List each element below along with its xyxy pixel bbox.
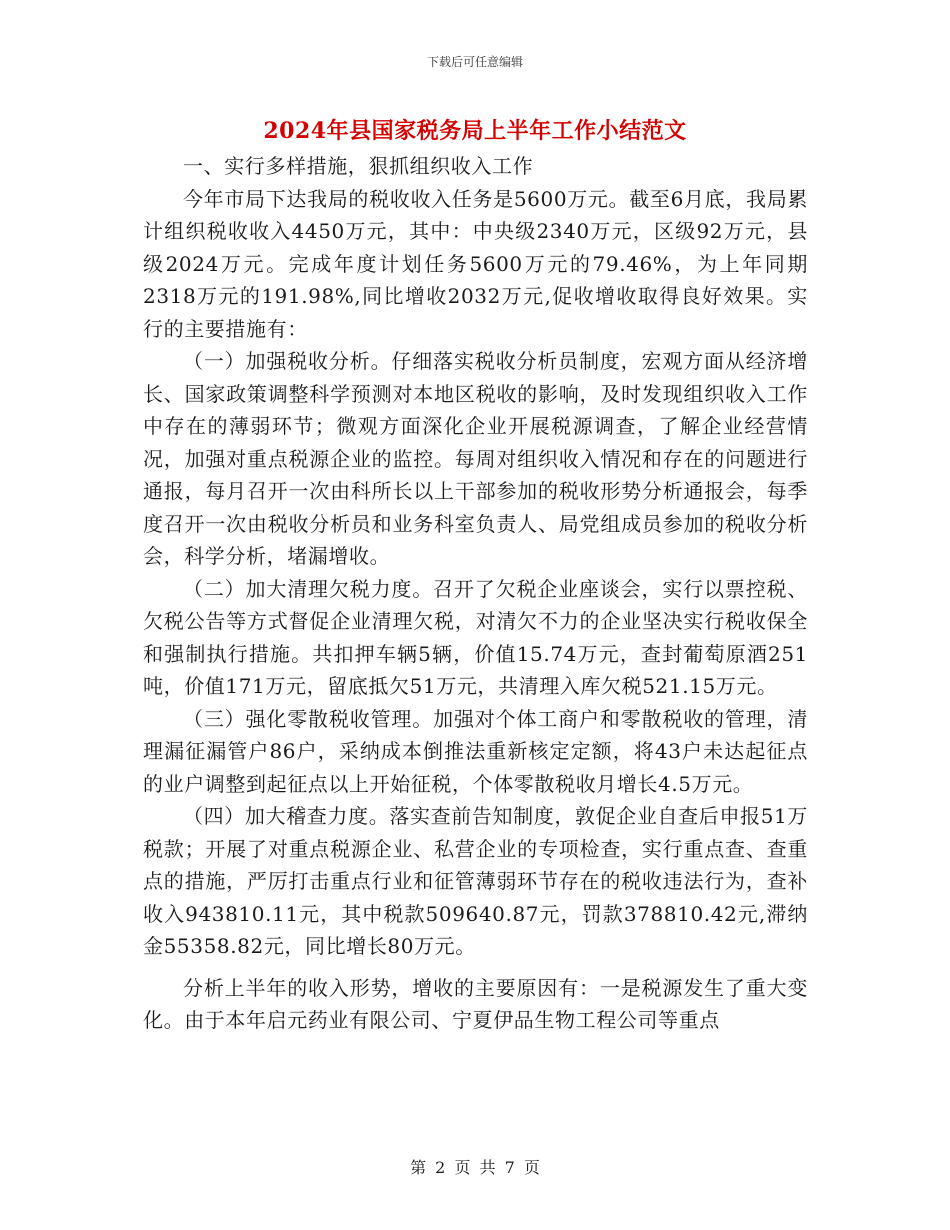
page-header-note: 下载后可任意编辑: [426, 55, 523, 69]
paragraph-analysis: 分析上半年的收入形势，增收的主要原因有：一是税源发生了重大变化。由于本年启元药业有限公司、宁夏伊品生物工程公司等重点: [143, 975, 808, 1032]
document-title: 2024年县国家税务局上半年工作小结范文: [263, 118, 687, 144]
section-heading: 一、实行多样措施，狠抓组织收入工作: [183, 154, 534, 178]
paragraph-revenue-summary: 今年市局下达我局的税收收入任务是5600万元。截至6月底，我局累计组织税收收入4450万元，其中：中央级2340万元，区级92万元，县级2024万元。完成年度计划任务5600万元的79.46%，为上年同期2318万元的191.98%,同比增收2032万元,促收增收取得良好效果。实行的主要措施有：: [143, 186, 808, 341]
page-number: 第 2 页 共 7 页: [410, 1158, 540, 1177]
paragraph-measure-2: （二）加大清理欠税力度。召开了欠税企业座谈会，实行以票控税、欠税公告等方式督促企业清理欠税，对清欠不力的企业坚决实行税收保全和强制执行措施。共扣押车辆5辆，价值15.74万元，查封葡萄原酒251吨，价值171万元，留底抵欠51万元，共清理入库欠税521.15万元。: [143, 576, 808, 698]
paragraph-measure-1: （一）加强税收分析。仔细落实税收分析员制度，宏观方面从经济增长、国家政策调整科学预测对本地区税收的影响，及时发现组织收入工作中存在的薄弱环节；微观方面深化企业开展税源调查，了解企业经营情况，加强对重点税源企业的监控。每周对组织收入情况和存在的问题进行通报，每月召开一次由科所长以上干部参加的税收形势分析通报会，每季度召开一次由税收分析员和业务科室负责人、局党组成员参加的税收分析会，科学分析，堵漏增收。: [143, 349, 808, 568]
paragraph-measure-3: （三）强化零散税收管理。加强对个体工商户和零散税收的管理，清理漏征漏管户86户，采纳成本倒推法重新核定定额，将43户未达起征点的业户调整到起征点以上开始征税，个体零散税收月增长4.5万元。: [143, 706, 808, 796]
document-body: [143, 150, 808, 1037]
paragraph-measure-4: （四）加大稽查力度。落实查前告知制度，敦促企业自查后申报51万税款；开展了对重点税源企业、私营企业的专项检查，实行重点查、查重点的措施，严厉打击重点行业和征管薄弱环节存在的税收违法行为，查补收入943810.11元，其中税款509640.87元，罚款378810.42元,滞纳金55358.82元，同比增长80万元。: [143, 804, 808, 958]
